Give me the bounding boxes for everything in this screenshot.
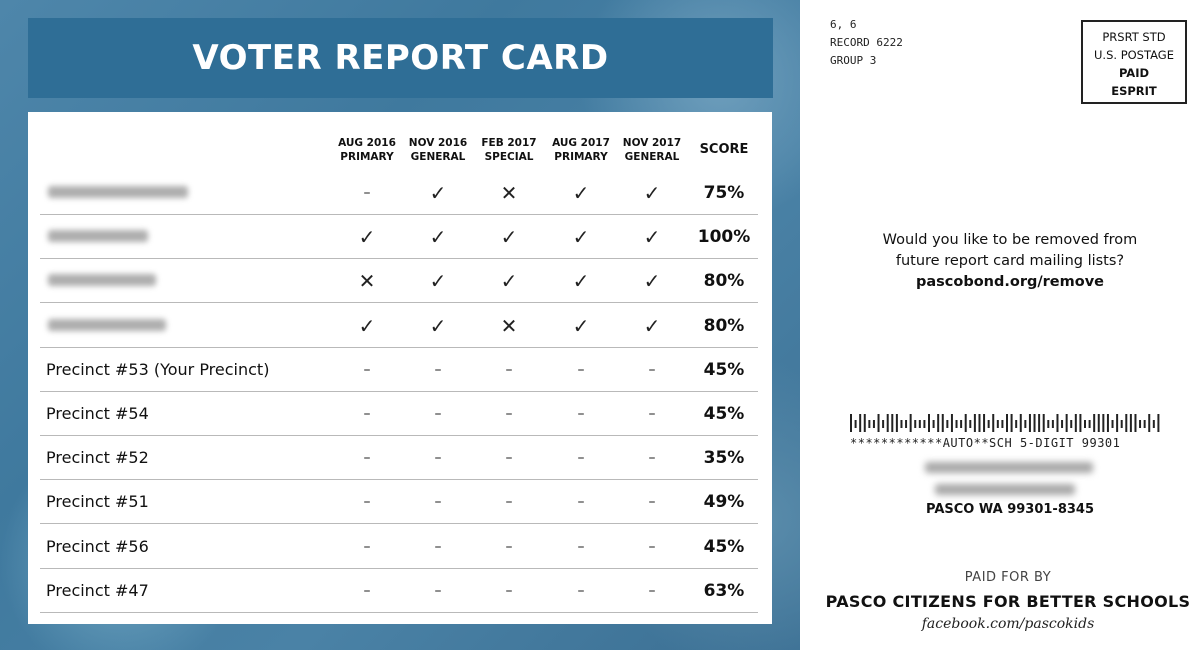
barcode-bar (1157, 414, 1159, 432)
not-applicable-dash: – (434, 582, 442, 599)
barcode-bar (1020, 414, 1022, 432)
redacted-recipient-name (925, 462, 1093, 473)
barcode-bar (1093, 414, 1095, 432)
barcode-bar (960, 420, 962, 428)
not-applicable-dash: – (505, 361, 513, 378)
barcode-bar (1043, 414, 1045, 432)
barcode-bar (1144, 420, 1146, 428)
barcode-bar (1134, 414, 1136, 432)
column-header (401, 136, 475, 164)
opt-out-line: future report card mailing lists? (895, 253, 1125, 269)
barcode-bar (1075, 414, 1077, 432)
barcode-bar (919, 420, 921, 428)
row-label: Precinct #54 (46, 404, 149, 423)
barcode-bar (1148, 414, 1150, 432)
barcode-bar (905, 420, 907, 428)
barcode-bar (1107, 414, 1109, 432)
barcode-bar (1047, 420, 1049, 428)
barcode-bar (946, 420, 948, 428)
barcode-bar (859, 414, 861, 432)
barcode-bar (1011, 414, 1013, 432)
not-applicable-dash: – (363, 538, 371, 555)
opt-out-notice (860, 230, 1160, 293)
voted-check-icon: ✓ (643, 225, 661, 250)
barcode-bar (1079, 414, 1081, 432)
voted-check-icon: ✓ (500, 225, 518, 250)
voted-check-icon: ✓ (572, 181, 590, 205)
redacted-voter-name (48, 230, 148, 242)
table-row (40, 569, 758, 613)
not-applicable-dash: – (648, 494, 656, 511)
not-applicable-dash: – (648, 450, 656, 467)
voted-check-icon: ✓ (358, 225, 376, 250)
barcode-bar (1139, 420, 1141, 428)
sponsor-name: PASCO CITIZENS FOR BETTER SCHOOLS (825, 592, 1191, 611)
barcode-bar (992, 414, 994, 432)
column-header-line: PRIMARY (554, 151, 608, 163)
barcode-bar (1034, 414, 1036, 432)
mailing-code-line: RECORD 6222 (830, 36, 903, 49)
table-row (40, 304, 758, 348)
opt-out-line: Would you like to be removed from (882, 232, 1138, 248)
table-row (40, 215, 758, 259)
not-applicable-dash: – (434, 406, 442, 422)
barcode-bar (1130, 414, 1132, 432)
table-row (40, 436, 758, 480)
barcode-bar (1116, 414, 1118, 432)
not-applicable-dash: – (363, 185, 371, 201)
not-applicable-dash: – (434, 361, 442, 378)
barcode-bar (864, 414, 866, 432)
paid-for-label: PAID FOR BY (964, 570, 1052, 585)
postage-indicia (1081, 20, 1187, 104)
voted-check-icon: ✓ (572, 225, 590, 250)
barcode-bar (1038, 414, 1040, 432)
barcode-bar (1056, 414, 1058, 432)
column-header (544, 136, 618, 164)
barcode-bar (1098, 414, 1100, 432)
table-row (40, 171, 758, 215)
postal-barcode (850, 414, 1162, 432)
barcode-bar (910, 414, 912, 432)
column-header-line: NOV 2016 (408, 137, 468, 149)
not-applicable-dash: – (648, 582, 656, 599)
redacted-voter-name (48, 319, 166, 331)
row-label: Precinct #56 (46, 536, 149, 556)
barcode-bar (974, 414, 976, 432)
not-applicable-dash: – (577, 450, 585, 467)
score-cell: 45% (703, 359, 745, 380)
barcode-bar (983, 414, 985, 432)
route-line: ************AUTO**SCH 5-DIGIT 99301 (850, 436, 1121, 450)
not-voted-x-icon: ✕ (500, 313, 518, 338)
barcode-bar (1070, 420, 1072, 428)
column-header-line: GENERAL (410, 151, 466, 163)
not-voted-x-icon: ✕ (358, 269, 376, 294)
barcode-bar (988, 420, 990, 428)
voted-check-icon: ✓ (500, 269, 518, 294)
score-column-header: SCORE (699, 142, 749, 157)
barcode-bar (891, 414, 893, 432)
barcode-bar (855, 420, 857, 428)
not-applicable-dash: – (434, 494, 442, 511)
voted-check-icon: ✓ (572, 269, 590, 294)
barcode-bar (1024, 420, 1026, 428)
not-applicable-dash: – (363, 406, 371, 422)
barcode-bar (951, 414, 953, 432)
barcode-bar (1006, 414, 1008, 432)
not-applicable-dash: – (434, 538, 442, 555)
voted-check-icon: ✓ (429, 269, 447, 294)
voted-check-icon: ✓ (429, 313, 447, 338)
barcode-bar (942, 414, 944, 432)
barcode-bar (1052, 420, 1054, 428)
redacted-street-address (935, 484, 1075, 495)
barcode-bar (1001, 420, 1003, 428)
column-header-line: AUG 2016 (338, 137, 396, 149)
row-divider (40, 612, 758, 613)
opt-out-link[interactable]: pascobond.org/remove (915, 274, 1105, 290)
score-cell: 49% (703, 492, 745, 513)
voted-check-icon: ✓ (643, 313, 661, 338)
redacted-voter-name (48, 274, 156, 286)
score-cell: 45% (703, 404, 745, 424)
row-label: Precinct #47 (46, 580, 149, 600)
not-applicable-dash: – (363, 361, 371, 378)
barcode-bar (1153, 420, 1155, 428)
not-voted-x-icon: ✕ (500, 181, 518, 205)
score-cell: 75% (703, 183, 745, 203)
not-applicable-dash: – (648, 361, 656, 378)
barcode-bar (868, 420, 870, 428)
not-applicable-dash: – (363, 582, 371, 599)
column-header-line: PRIMARY (340, 151, 394, 163)
score-cell: 45% (703, 536, 745, 557)
table-row (40, 525, 758, 569)
row-label: Precinct #52 (46, 448, 149, 468)
column-header-line: NOV 2017 (622, 137, 682, 149)
voted-check-icon: ✓ (643, 269, 661, 294)
table-row (40, 392, 758, 436)
barcode-bar (1015, 420, 1017, 428)
barcode-bar (956, 420, 958, 428)
barcode-bar (937, 414, 939, 432)
column-header-line: FEB 2017 (481, 137, 537, 149)
barcode-bar (978, 414, 980, 432)
column-header (330, 136, 404, 164)
barcode-bar (1084, 420, 1086, 428)
facebook-link[interactable]: facebook.com/pascokids (921, 616, 1095, 632)
column-header (615, 136, 689, 164)
column-header-line: SPECIAL (484, 151, 534, 163)
barcode-bar (969, 420, 971, 428)
not-applicable-dash: – (577, 582, 585, 599)
report-card-title: VOTER REPORT CARD (192, 38, 609, 78)
mailing-code (830, 16, 903, 70)
barcode-bar (850, 414, 852, 432)
score-cell: 80% (703, 315, 745, 336)
postage-line: ESPRIT (1111, 84, 1157, 98)
barcode-bar (882, 420, 884, 428)
not-applicable-dash: – (505, 582, 513, 599)
row-label: Precinct #51 (46, 492, 149, 512)
barcode-bar (878, 414, 880, 432)
not-applicable-dash: – (505, 538, 513, 555)
not-applicable-dash: – (577, 494, 585, 511)
barcode-bar (914, 420, 916, 428)
barcode-bar (928, 414, 930, 432)
column-header (472, 136, 546, 164)
table-row (40, 348, 758, 392)
report-card-table (28, 112, 772, 624)
not-applicable-dash: – (505, 450, 513, 467)
not-applicable-dash: – (363, 450, 371, 467)
not-applicable-dash: – (577, 538, 585, 555)
barcode-bar (873, 420, 875, 428)
voted-check-icon: ✓ (429, 225, 447, 250)
postage-line: U.S. POSTAGE (1094, 48, 1174, 62)
barcode-bar (1029, 414, 1031, 432)
not-applicable-dash: – (648, 406, 656, 422)
score-cell: 35% (703, 448, 745, 469)
not-applicable-dash: – (648, 538, 656, 555)
not-applicable-dash: – (505, 406, 513, 422)
mailing-code-line: 6, 6 (830, 18, 857, 31)
voted-check-icon: ✓ (358, 313, 376, 338)
barcode-bar (1102, 414, 1104, 432)
barcode-bar (1066, 414, 1068, 432)
barcode-bar (896, 414, 898, 432)
barcode-bar (1061, 420, 1063, 428)
mailing-code-line: GROUP 3 (830, 54, 877, 67)
row-label: Precinct #53 (Your Precinct) (46, 359, 270, 379)
barcode-bar (997, 420, 999, 428)
not-applicable-dash: – (363, 494, 371, 511)
title-band (28, 18, 773, 98)
redacted-voter-name (48, 186, 188, 198)
voted-check-icon: ✓ (572, 313, 590, 338)
column-header-line: AUG 2017 (552, 137, 610, 149)
not-applicable-dash: – (505, 494, 513, 511)
postage-line: PAID (1118, 66, 1150, 80)
postage-line: PRSRT STD (1102, 30, 1166, 44)
table-row (40, 480, 758, 524)
voted-check-icon: ✓ (429, 181, 447, 205)
barcode-bar (1125, 414, 1127, 432)
score-cell: 63% (703, 580, 745, 601)
not-applicable-dash: – (577, 406, 585, 422)
score-cell: 100% (697, 227, 751, 248)
column-header-line: GENERAL (624, 151, 680, 163)
recipient-city: PASCO WA 99301-8345 (925, 502, 1095, 517)
barcode-bar (965, 414, 967, 432)
score-cell: 80% (703, 271, 745, 292)
barcode-bar (887, 414, 889, 432)
barcode-bar (1121, 420, 1123, 428)
voted-check-icon: ✓ (643, 181, 661, 205)
not-applicable-dash: – (434, 450, 442, 467)
not-applicable-dash: – (577, 361, 585, 378)
barcode-bar (1089, 420, 1091, 428)
table-row (40, 259, 758, 303)
barcode-bar (1112, 420, 1114, 428)
barcode-bar (900, 420, 902, 428)
barcode-bar (923, 420, 925, 428)
barcode-bar (933, 420, 935, 428)
